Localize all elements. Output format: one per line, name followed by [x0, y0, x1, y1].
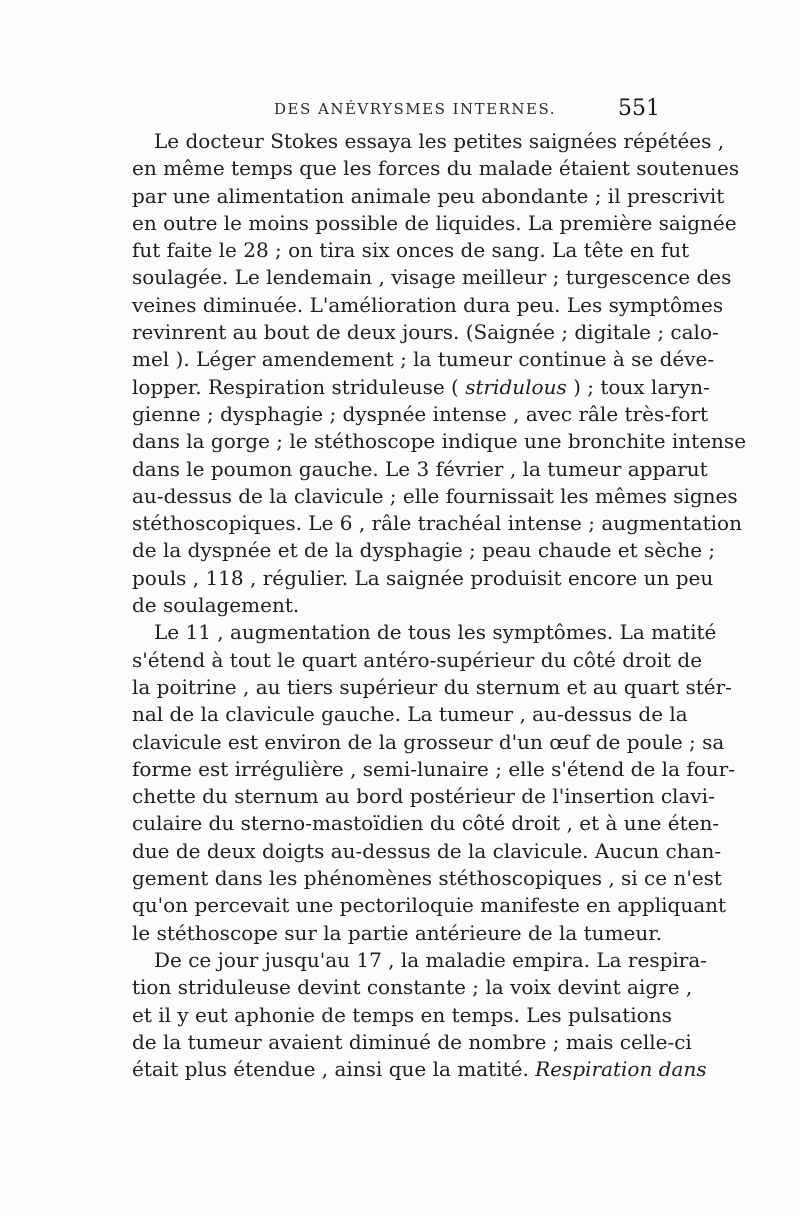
text-line: au-dessus de la clavicule ; elle fournissait les mêmes signes: [132, 483, 738, 508]
text-line: et il y eut aphonie de temps en temps. Les pulsations: [132, 1002, 672, 1027]
italic-term: stridulous: [465, 374, 567, 399]
text-line: culaire du sterno-mastoïdien du côté droit , et à une éten-: [132, 811, 720, 836]
text-line: s'étend à tout le quart antéro-supérieur du côté droit de: [132, 647, 703, 672]
text-line: était plus étendue , ainsi que la matité. Respiration dans: [132, 1057, 707, 1082]
text-line: clavicule est environ de la grosseur d'un œuf de poule ; sa: [132, 729, 725, 754]
text-line: tion striduleuse devint constante ; la voix devint aigre ,: [132, 975, 693, 1000]
text-line: dans la gorge ; le stéthoscope indique une bronchite intense: [132, 429, 747, 454]
paragraph-3: [132, 947, 708, 1083]
running-title: DES ANÉVRYSMES INTERNES.: [274, 100, 557, 118]
text-line: revinrent au bout de deux jours. (Saignée ; digitale ; calo-: [132, 320, 719, 345]
text-line: forme est irrégulière , semi-lunaire ; elle s'étend de la four-: [132, 756, 735, 781]
text-line: de la dyspnée et de la dysphagie ; peau chaude et sèche ;: [132, 538, 716, 563]
page-number: 551: [618, 96, 660, 121]
italic-term: Respiration dans: [535, 1057, 707, 1082]
text-line: qu'on percevait une pectoriloquie manifeste en appliquant: [132, 893, 727, 918]
text-line: veines diminuée. L'amélioration dura peu. Les symptômes: [132, 292, 724, 317]
text-line: De ce jour jusqu'au 17 , la maladie empira. La respira-: [154, 947, 708, 972]
text-line: nal de la clavicule gauche. La tumeur , au-dessus de la: [132, 702, 688, 727]
text-line: de soulagement.: [132, 593, 300, 618]
text-line: gement dans les phénomènes stéthoscopiques , si ce n'est: [132, 866, 722, 891]
body-text: [132, 128, 747, 1083]
text-line: mel ). Léger amendement ; la tumeur continue à se déve-: [132, 347, 715, 372]
text-line: fut faite le 28 ; on tira six onces de sang. La tête en fut: [132, 238, 690, 263]
text-line: la poitrine , au tiers supérieur du sternum et au quart stér-: [132, 674, 732, 699]
text-line: soulagée. Le lendemain , visage meilleur ; turgescence des: [132, 265, 732, 290]
text-line: dans le poumon gauche. Le 3 février , la tumeur apparut: [132, 456, 708, 481]
text-line: Le 11 , augmentation de tous les symptômes. La matité: [154, 620, 717, 645]
paragraph-2: [132, 619, 735, 947]
text-line: en même temps que les forces du malade étaient soutenues: [132, 156, 740, 181]
paragraph-1: [132, 128, 747, 619]
text-line: due de deux doigts au-dessus de la clavicule. Aucun chan-: [132, 838, 722, 863]
text-line: lopper. Respiration striduleuse ( stridulous ) ; toux laryn-: [132, 374, 710, 399]
text-line: gienne ; dysphagie ; dyspnée intense , avec râle très-fort: [132, 401, 709, 426]
text-line: stéthoscopiques. Le 6 , râle trachéal intense ; augmentation: [132, 511, 742, 536]
running-head: [172, 96, 660, 124]
text-line: pouls , 118 , régulier. La saignée produisit encore un peu: [132, 565, 714, 590]
text-line: chette du sternum au bord postérieur de l'insertion clavi-: [132, 784, 715, 809]
text-line: par une alimentation animale peu abondante ; il prescrivit: [132, 183, 725, 208]
text-line: le stéthoscope sur la partie antérieure de la tumeur.: [132, 920, 662, 945]
text-line: Le docteur Stokes essaya les petites saignées répétées ,: [154, 129, 725, 153]
text-line: en outre le moins possible de liquides. La première saignée: [132, 210, 737, 235]
text-line: de la tumeur avaient diminué de nombre ; mais celle-ci: [132, 1029, 692, 1054]
